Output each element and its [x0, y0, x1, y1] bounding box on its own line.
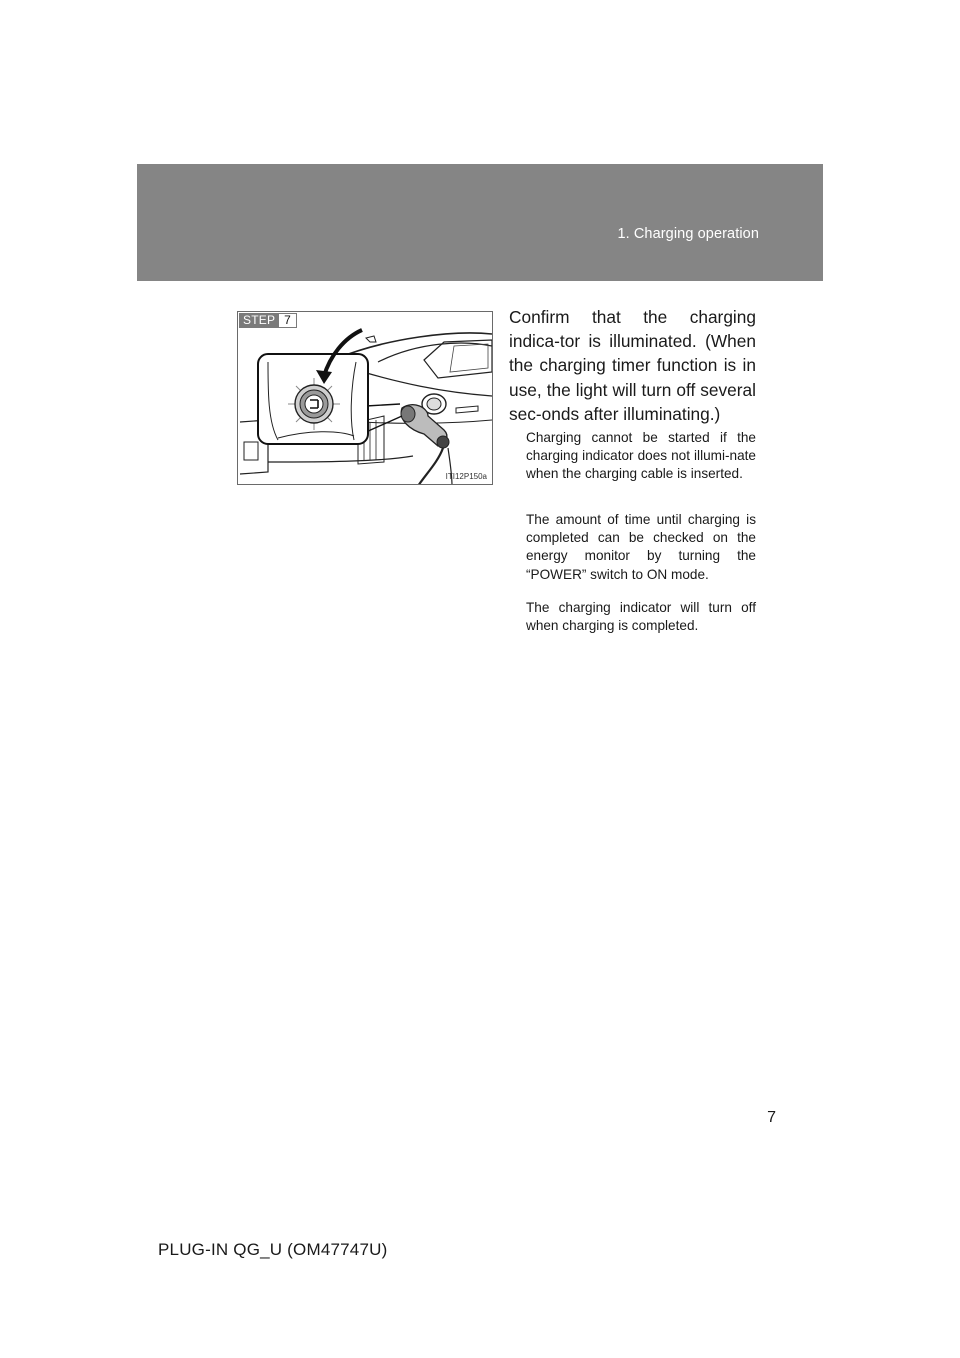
- section-header-band: [137, 164, 823, 281]
- section-title: 1. Charging operation: [617, 226, 759, 242]
- note-item: The amount of time until charging is completed can be checked on the energy monitor by turning the “POWER” switch to ON mode.: [526, 512, 756, 582]
- note-item: Charging cannot be started if the charging indicator does not illumi-nate when the charging cable is inserted.: [526, 430, 756, 482]
- page-number: 7: [767, 1109, 776, 1126]
- step-instruction: Confirm that the charging indica-tor is illuminated. (When the charging timer function is in use, the light will turn off several sec-onds after illuminating.): [509, 307, 756, 424]
- step-illustration: [237, 311, 493, 485]
- step-number: 7: [279, 313, 297, 328]
- step-label: STEP: [239, 313, 279, 328]
- note-item: The charging indicator will turn off when charging is completed.: [526, 600, 756, 634]
- footer-document-code: PLUG-IN QG_U (OM47747U): [158, 1240, 388, 1259]
- charging-port-illustration: [238, 312, 493, 485]
- figure-code: ITI12P150a: [445, 472, 487, 481]
- step-badge: [239, 313, 297, 328]
